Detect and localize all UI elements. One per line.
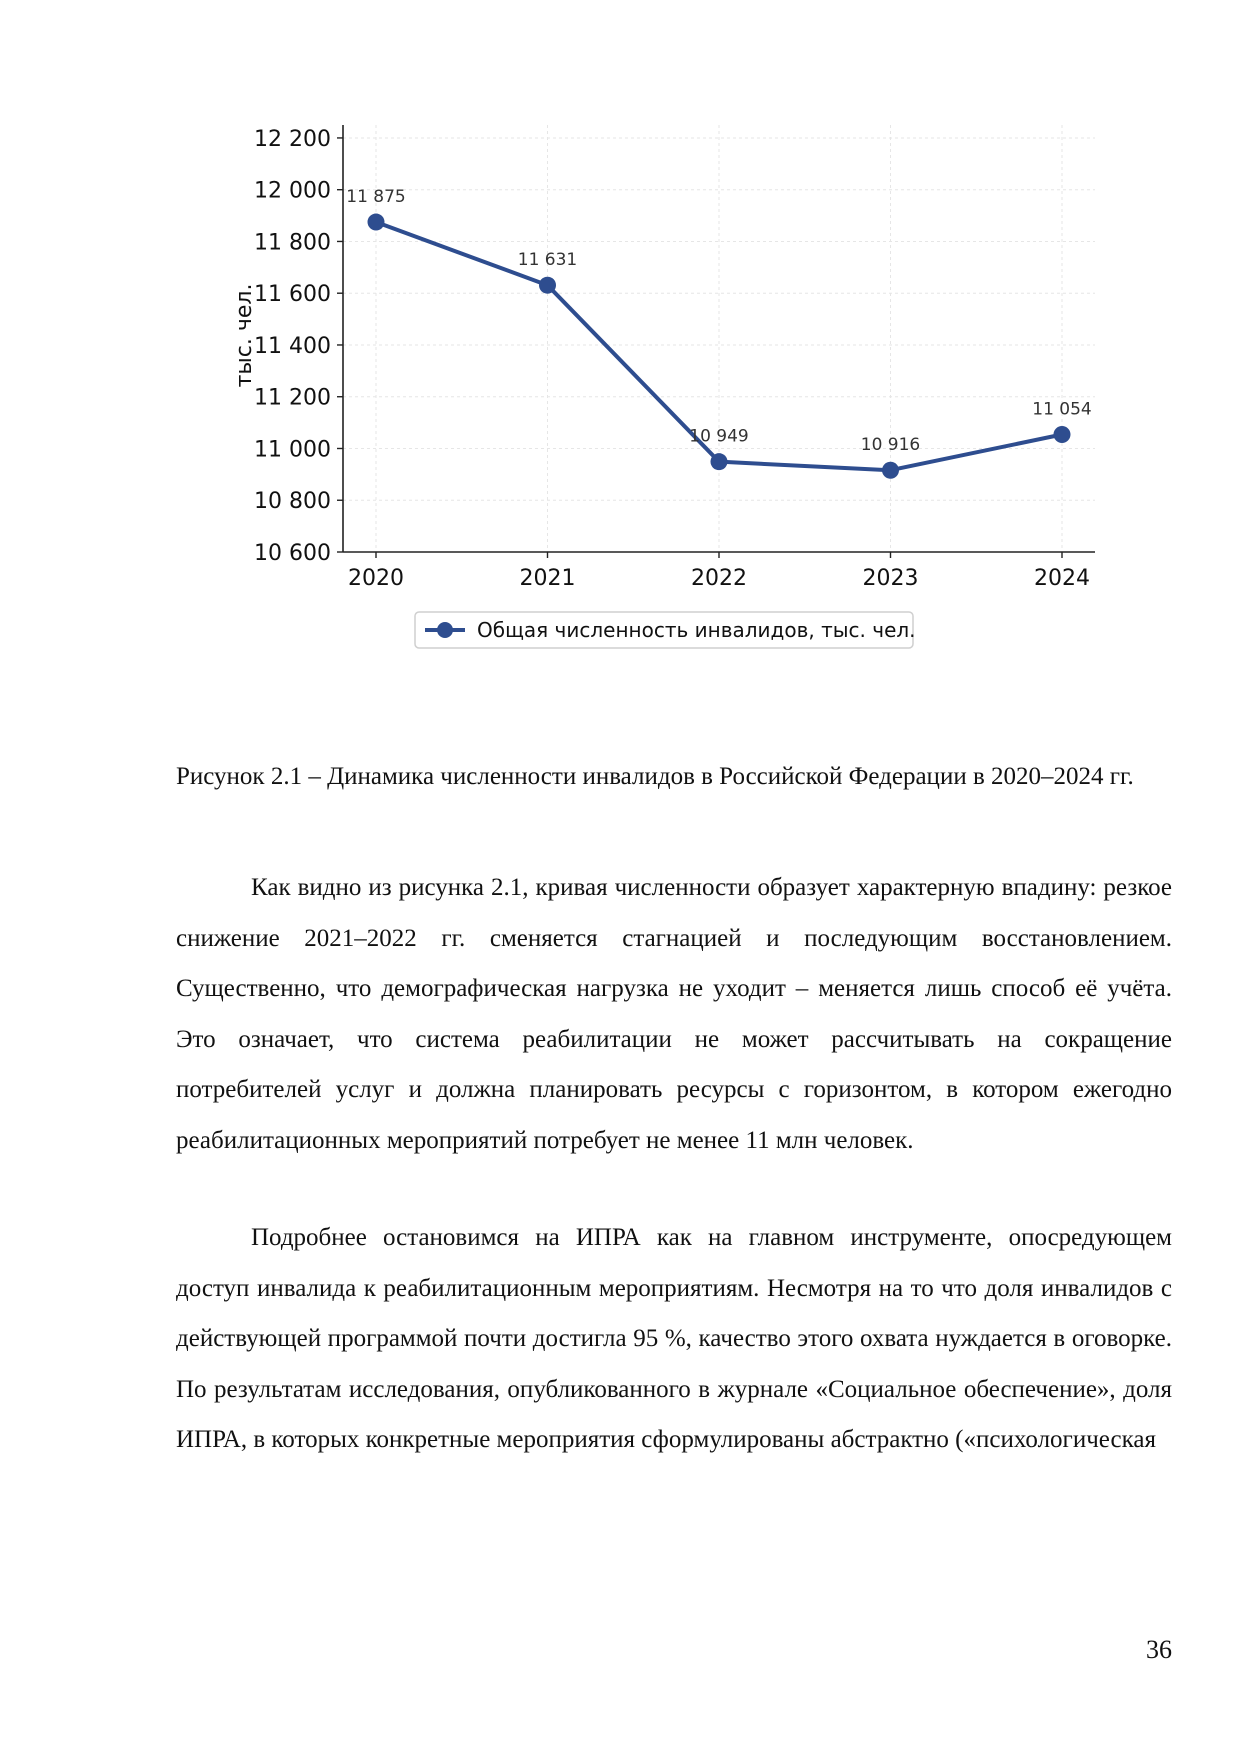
y-tick-label: 12 000 [254, 178, 331, 204]
legend-label: Общая численность инвалидов, тыс. чел. [477, 618, 916, 642]
line-chart [232, 125, 1120, 735]
data-point [711, 453, 728, 470]
x-tick-label: 2021 [519, 566, 576, 591]
y-tick-label: 11 800 [254, 230, 331, 256]
data-label: 11 631 [517, 250, 578, 271]
legend-marker [437, 622, 453, 638]
y-tick-label: 12 200 [254, 126, 331, 152]
y-tick-label: 11 600 [254, 282, 331, 308]
x-tick-label: 2024 [1034, 566, 1090, 591]
y-tick-label: 11 200 [254, 385, 331, 411]
data-point [539, 277, 556, 294]
paragraph-1: Как видно из рисунка 2.1, кривая численности образует характерную впадину: резкое снижение 2021–2022 гг. сменяется стагнацией и последующим восстановлением. Существенно, что демографическая нагрузка не уходит – меняется лишь способ её учёта. Это означает, что система реабилитации не может рассчитывать на сокращение потребителей услуг и должна планировать ресурсы с горизонтом, в котором ежегодно реабилитационных мероприятий потребует не менее 11 млн человек. [176, 874, 1172, 1154]
y-tick-label: 10 800 [254, 489, 331, 515]
chart-svg [232, 125, 1120, 735]
data-label: 10 949 [689, 426, 749, 447]
y-axis-label: тыс. чел. [232, 283, 257, 388]
data-point [1054, 426, 1071, 443]
data-point [368, 214, 385, 231]
paragraph-2: Подробнее остановимся на ИПРА как на главном инструменте, опосредующем доступ инвалида к реабилитационным мероприятиям. Несмотря на то что доля инвалидов с действующей программой почти достигла 95 %, качество этого охвата нуждается в оговорке. По результатам исследования, опубликованного в журнале «Социальное обеспечение», доля ИПРА, в которых конкретные мероприятия сформулированы абстрактно («психологическая [176, 1224, 1172, 1453]
data-point [882, 462, 899, 479]
y-tick-label: 11 400 [254, 333, 331, 359]
y-tick-label: 10 600 [254, 541, 331, 566]
figure-caption: Рисунок 2.1 – Динамика численности инвалидов в Российской Федерации в 2020–2024 гг. [176, 763, 1134, 790]
page-number: 36 [1146, 1635, 1172, 1664]
x-tick-label: 2022 [691, 566, 747, 591]
data-label: 11 054 [1032, 399, 1092, 420]
data-label: 11 875 [346, 187, 406, 208]
data-label: 10 916 [860, 435, 921, 456]
y-tick-label: 11 000 [254, 437, 331, 463]
x-tick-label: 2020 [348, 566, 404, 591]
x-tick-label: 2023 [862, 566, 919, 591]
